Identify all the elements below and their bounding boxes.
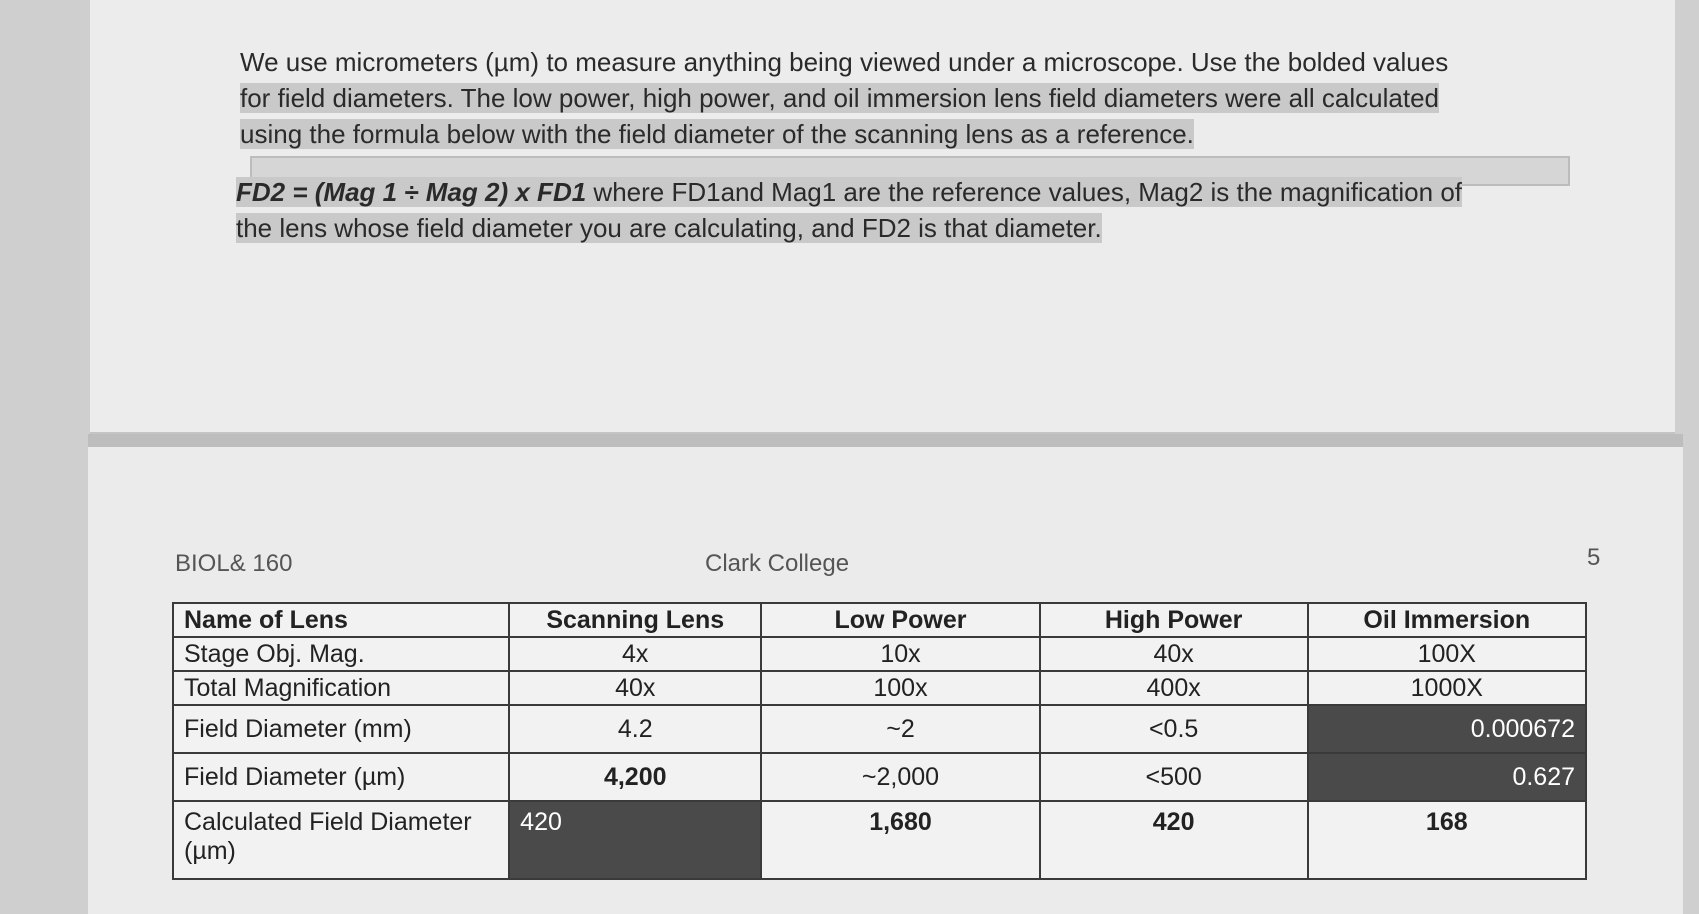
table-cell: 4x	[509, 637, 761, 671]
instruction-line-2: for field diameters. The low power, high power, and oil immersion lens field diameters were all calculated	[240, 83, 1439, 113]
row-label: Field Diameter (µm)	[173, 753, 509, 801]
table-cell: 40x	[509, 671, 761, 705]
table-header-row	[173, 603, 1586, 637]
table-cell: 400x	[1040, 671, 1308, 705]
row-label: Stage Obj. Mag.	[173, 637, 509, 671]
row-label: Field Diameter (mm)	[173, 705, 509, 753]
instruction-line-1: We use micrometers (µm) to measure anything being viewed under a microscope. Use the bolded values	[240, 47, 1449, 77]
page-number: 5	[1587, 544, 1601, 571]
table-cell-bold: 4,200	[509, 753, 761, 801]
formula-explanation: where FD1and Mag1 are the reference values, Mag2 is the magnification of	[586, 177, 1462, 207]
table-cell: 40x	[1040, 637, 1308, 671]
row-label: Total Magnification	[173, 671, 509, 705]
field-diameter-table	[172, 602, 1587, 880]
table-cell: 4.2	[509, 705, 761, 753]
course-name: BIOL& 160	[175, 550, 293, 577]
row-label: Calculated Field Diameter (µm)	[173, 801, 509, 879]
table-cell-bold: 168	[1308, 801, 1586, 879]
header-cell: Low Power	[761, 603, 1039, 637]
instruction-paragraph	[240, 44, 1580, 152]
formula-paragraph	[236, 174, 1576, 246]
header-cell: High Power	[1040, 603, 1308, 637]
table-cell: 100X	[1308, 637, 1586, 671]
table-cell: ~2,000	[761, 753, 1039, 801]
college-name: Clark College	[705, 550, 850, 577]
table-cell-bold: 1,680	[761, 801, 1039, 879]
table-row	[173, 671, 1586, 705]
table-cell: ~2	[761, 705, 1039, 753]
table-row	[173, 705, 1586, 753]
formula-text: FD2 = (Mag 1 ÷ Mag 2) x FD1	[236, 177, 587, 207]
header-cell: Oil Immersion	[1308, 603, 1586, 637]
table-cell-filled: 0.627	[1308, 753, 1586, 801]
table-cell: <500	[1040, 753, 1308, 801]
table-cell-bold: 420	[1040, 801, 1308, 879]
table-row	[173, 637, 1586, 671]
table-cell: 10x	[761, 637, 1039, 671]
table-row	[173, 753, 1586, 801]
table-cell-filled: 420	[509, 801, 761, 879]
instruction-line-3: using the formula below with the field diameter of the scanning lens as a reference.	[240, 119, 1194, 149]
table-row	[173, 801, 1586, 879]
table-cell: 100x	[761, 671, 1039, 705]
page-gap	[88, 434, 1683, 447]
table-cell: 1000X	[1308, 671, 1586, 705]
table-cell-filled: 0.000672	[1308, 705, 1586, 753]
table-cell: <0.5	[1040, 705, 1308, 753]
header-cell: Name of Lens	[173, 603, 509, 637]
formula-line-2: the lens whose field diameter you are calculating, and FD2 is that diameter.	[236, 213, 1102, 243]
header-cell: Scanning Lens	[509, 603, 761, 637]
